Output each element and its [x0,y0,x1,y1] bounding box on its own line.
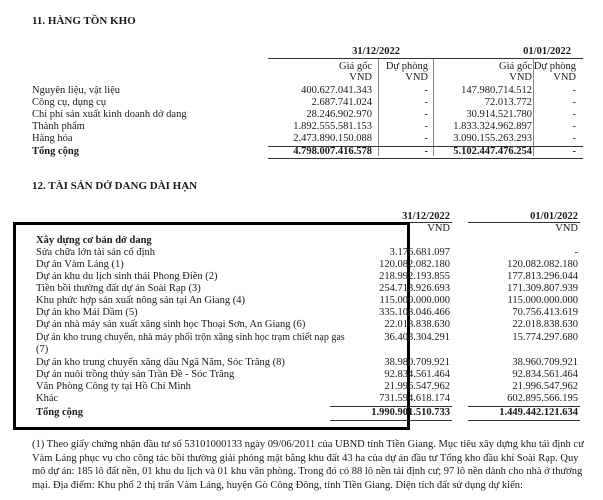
inventory-period2: 01/01/2022 [523,46,571,57]
row-value1: 120.082.082.180 [379,259,450,270]
row-label: Văn Phòng Công ty tại Hồ Chí Minh [36,381,191,392]
row-label: Dự án Vàm Láng (1) [36,259,124,270]
row-value2: 38.960.709.921 [512,357,578,368]
inventory-header-rule [268,58,583,59]
row-label: Dự án nhà máy sản xuất xăng sinh học Thoại Sơn, An Giang (6) [36,319,306,330]
column-divider [378,59,379,156]
row-label: Nguyên liệu, vật liệu [32,85,121,96]
row-value1: 335.108.046.466 [379,307,450,318]
row-value2: 177.813.296.044 [507,271,578,282]
row-value2: 70.756.413.619 [512,307,578,318]
row-prov2: - [572,97,576,108]
wip-unit: VND [427,223,450,234]
total-cost2: 5.102.447.476.254 [453,146,532,157]
row-cost1: 1.892.555.581.153 [293,121,372,132]
row-prov1: - [424,133,428,144]
footnote-text: (1) Theo giấy chứng nhận đầu tư số 53101000133 ngày 09/06/2011 của UBND tỉnh Tiền Giang. Mục tiêu xây dựng khu tái định cư Vàm Láng phục vụ cho công tác bồi thường giải phóng mặt bằng khu đất 43 ha của dự án đầu tư Tổng kho đầu khí Soài Rạp. Quy mô dự án: 185 lô đất nền, 01 khu du lịch và 01 khu văn phòng. Trong đó có 88 lô nền tái định cư; 97 lô nền dành cho nhà ở thương mại. Địa điểm: Khu phố 2 thị trấn Vàm Láng, huyện Gò Công Đông, tỉnh Tiền Giang. Diện tích đất sử dụng dự kiến: [32,439,584,491]
row-value2: 120.082.082.180 [507,259,578,270]
row-prov1: - [424,97,428,108]
total-prov1: - [424,146,428,157]
row-label: Chi phí sản xuất kinh doanh dở dang [32,109,187,120]
row-label: Dự án nuôi trồng thủy sản Trần Đề - Sóc Trăng [36,369,235,380]
inventory-col-prov2: Dự phòng [533,61,576,72]
row-prov2: - [572,85,576,96]
wip-period2: 01/01/2022 [530,211,578,222]
total-value1: 1.990.901.510.733 [371,407,450,418]
row-value1: 36.403.304.291 [384,332,450,343]
row-prov1: - [424,121,428,132]
row-prov2: - [572,121,576,132]
inventory-col-prov1: Dự phòng [385,61,428,72]
row-value2: 22.018.838.630 [512,319,578,330]
row-value2: 171.309.807.939 [507,283,578,294]
row-value1: 21.996.547.962 [384,381,450,392]
row-label: Hàng hóa [32,133,73,144]
inventory-col-cost1: Giá gốc [339,61,372,72]
inventory-heading: 11. HÀNG TỒN KHO [32,15,136,27]
row-cost2: 30.914.521.780 [466,109,532,120]
row-cost1: 400.627.041.343 [301,85,372,96]
row-value2: 602.895.566.195 [507,393,578,404]
row-label: Khu phức hợp sản xuất nông sản tại An Giang (4) [36,295,245,306]
row-cost1: 2.687.741.024 [311,97,372,108]
row-label: Dự án khu du lịch sinh thái Phong Điền (2) [36,271,218,282]
inventory-unit: VND [553,72,576,83]
row-prov2: - [572,133,576,144]
row-value2: 15.774.297.680 [512,332,578,343]
total-value2: 1.449.442.121.634 [499,407,578,418]
row-label: Sửa chữa lớn tài sản cố định [36,247,155,258]
row-cost2: 3.090.155.263.293 [453,133,532,144]
row-value1: 22.018.838.630 [384,319,450,330]
row-cost1: 28.246.902.970 [306,109,372,120]
row-label: Khác [36,393,59,404]
row-value1: 92.834.561.464 [384,369,450,380]
row-prov2: - [572,109,576,120]
total-prov2: - [572,146,576,157]
row-value2: - [574,247,578,258]
row-cost2: 1.833.324.962.897 [453,121,532,132]
row-prov1: - [424,85,428,96]
inventory-unit: VND [509,72,532,83]
inventory-col-cost2: Giá gốc [499,61,532,72]
wip-period1: 31/12/2022 [402,211,450,222]
row-value1: 731.594.618.174 [379,393,450,404]
total-bottom-rule [468,420,580,421]
inventory-period1: 31/12/2022 [352,46,400,57]
total-label: Tổng cộng [32,146,79,157]
total-bottom-rule [330,420,452,421]
row-label: Công cụ, dụng cụ [32,97,107,108]
row-label: Dự án kho trung chuyển xăng dầu Ngã Năm, Sóc Trăng (8) [36,357,285,368]
row-value2: 92.834.561.464 [512,369,578,380]
wip-unit: VND [555,223,578,234]
inventory-unit: VND [405,72,428,83]
row-label: Dự án kho trung chuyển, nhà máy phối trộn xăng sinh học trạm chiết nạp gas [36,332,345,343]
inventory-unit: VND [349,72,372,83]
row-label: Dự án kho Mái Dầm (5) [36,307,138,318]
row-label: Thành phẩm [32,121,85,132]
row-cost2: 72.013.772 [484,97,532,108]
row-prov1: - [424,109,428,120]
row-value2: 115.000.000.000 [507,295,578,306]
row-value1: 254.713.926.693 [379,283,450,294]
wip-heading: 12. TÀI SẢN DỞ DANG DÀI HẠN [32,180,198,192]
total-bottom-rule [268,158,583,159]
row-value1: 115.000.000.000 [379,295,450,306]
row-label: Tiền bồi thường đất dự án Soài Rạp (3) [36,283,201,294]
row-value1: 3.176.681.097 [389,247,450,258]
row-cost1: 2.473.890.150.088 [293,133,372,144]
wip-section-title: Xây dựng cơ bản dở dang [36,235,152,246]
row-value1: 218.992.193.855 [379,271,450,282]
row-cost2: 147.980.714.512 [461,85,532,96]
total-cost1: 4.798.007.416.578 [293,146,372,157]
row-value2: 21.996.547.962 [512,381,578,392]
row-value1: 38.980.709.921 [384,357,450,368]
row-label-continuation: (7) [36,344,49,355]
total-label: Tổng cộng [36,407,83,418]
